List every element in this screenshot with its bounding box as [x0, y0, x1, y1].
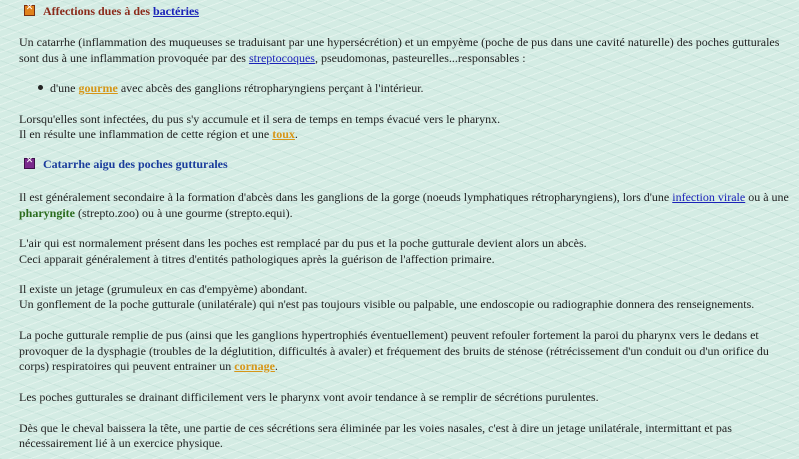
- paragraph-line: provoquer de la dysphagie (troubles de la déglutition, difficultés à avaler) et fréquement des bruits de sténose (rétrécissement d'un conduit ou d'un orifice du: [19, 344, 769, 358]
- paragraph-line: Il existe un jetage (grumuleux en cas d'empyème) abondant.: [19, 282, 308, 296]
- paragraph-line: La poche gutturale remplie de pus (ainsi que les ganglions hypertrophiés éventuellement) peuvent refouler fortement la paroi du pharynx vers le dedans et: [19, 328, 759, 342]
- term-pharyngite: pharyngite: [19, 206, 76, 220]
- paragraph-line: Il est généralement secondaire à la formation d'abcès dans les ganglions de la gorge (noeuds lymphatiques rétropharyngiens), lors d'une infection virale ou à une: [19, 190, 789, 204]
- paragraph-line: Il en résulte une inflammation de cette région et une toux.: [19, 127, 298, 141]
- section-heading-catarrhe: ✕Catarrhe aigu des poches gutturales: [24, 157, 228, 172]
- paragraph-line: Les poches gutturales se drainant difficilement vers le pharynx vont avoir tendance à se remplir de sécrétions purulentes.: [19, 390, 599, 404]
- paragraph-line: sont dus à une inflammation provoquée par des streptocoques, pseudomonas, pasteurelles...responsables :: [19, 51, 526, 65]
- paragraph-line: Un gonflement de la poche gutturale (unilatérale) qui n'est pas toujours visible ou palpable, une endoscopie ou radiographie donnera des renseignements.: [19, 297, 755, 311]
- bullet-icon: [24, 5, 35, 16]
- link-bacteries[interactable]: bactéries: [153, 4, 199, 18]
- list-bullet: [38, 85, 43, 90]
- paragraph-line: Ceci apparait généralement à titres d'entités pathologiques après la guérison de l'affection primaire.: [19, 252, 495, 266]
- link-streptocoques[interactable]: streptocoques: [248, 51, 315, 65]
- section-heading-bacteries: ✕Affections dues à des bactéries: [24, 4, 199, 19]
- paragraph-line: corps) respiratoires qui peuvent entrainer un cornage.: [19, 359, 278, 373]
- paragraph-line: pharyngite (strepto.zoo) ou à une gourme (strepto.equi).: [19, 206, 293, 220]
- paragraph-line: nécessairement lié à un exercice physique.: [19, 436, 223, 450]
- bullet-icon: [24, 158, 35, 169]
- paragraph-line: Un catarrhe (inflammation des muqueuses se traduisant par une hypersécrétion) et un empyème (poche de pus dans une cavité naturelle) des poches gutturales: [19, 35, 780, 49]
- link-toux[interactable]: toux: [272, 127, 295, 141]
- link-cornage[interactable]: cornage: [234, 359, 275, 373]
- paragraph-line: L'air qui est normalement présent dans les poches est remplacé par du pus et la poche gutturale devient alors un abcès.: [19, 236, 587, 250]
- link-infection-virale[interactable]: infection virale: [672, 190, 746, 204]
- link-gourme[interactable]: gourme: [78, 81, 118, 95]
- paragraph-line: Lorsqu'elles sont infectées, du pus s'y accumule et il sera de temps en temps évacué vers le pharynx.: [19, 112, 501, 126]
- list-item: d'une gourme avec abcès des ganglions rétropharyngiens perçant à l'intérieur.: [38, 80, 424, 96]
- paragraph-line: Dès que le cheval baissera la tête, une partie de ces sécrétions sera éliminée par les voies nasales, c'est à dire un jetage unilatérale, intermittant et pas: [19, 421, 732, 435]
